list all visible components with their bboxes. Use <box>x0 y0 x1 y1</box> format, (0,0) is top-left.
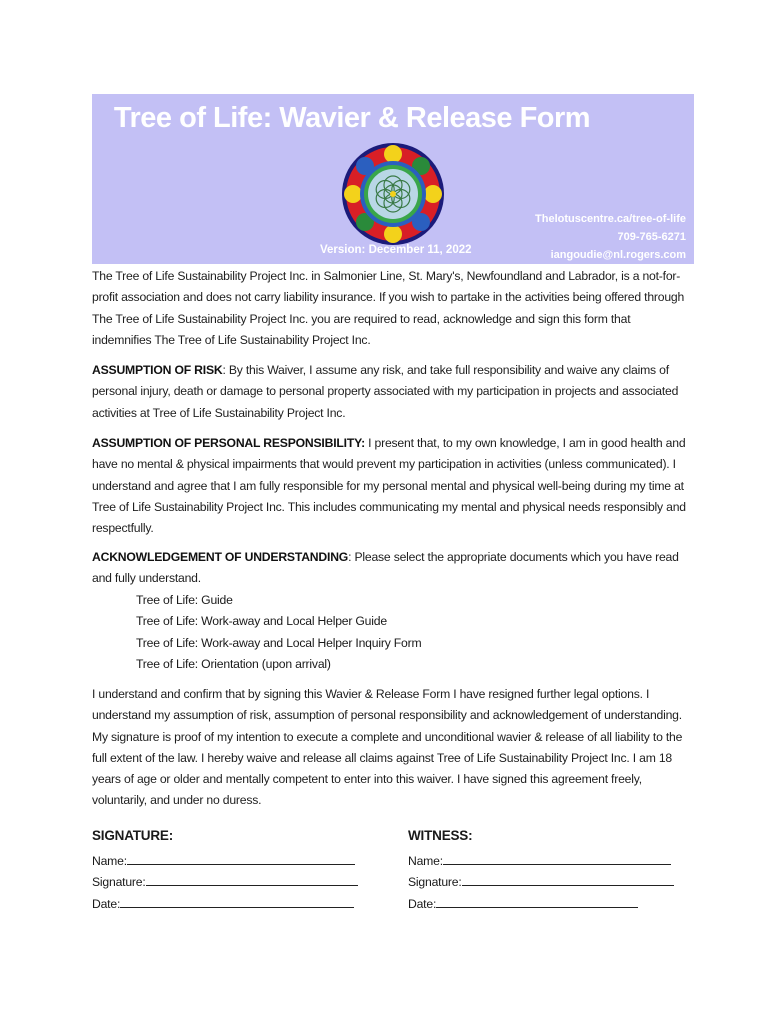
responsibility-heading: ASSUMPTION OF PERSONAL RESPONSIBILITY: <box>92 436 365 450</box>
witness-date-field[interactable] <box>436 895 638 908</box>
contact-info <box>535 210 686 264</box>
header-banner <box>92 94 694 264</box>
email-link[interactable]: iangoudie@nl.rogers.com <box>550 249 686 261</box>
website-link[interactable]: Thelotuscentre.ca/tree-of-life <box>535 213 686 225</box>
acknowledgement-section <box>92 547 692 590</box>
signature-signature-row: Signature: <box>92 872 358 894</box>
responsibility-text: I present that, to my own knowledge, I am in good health and have no mental & physical impairments that would prevent my participation in activities (unless communicated). I understand and agree that I am fully responsible for my personal mental and physical well-being during my time at Tree of Life Sustainability Project Inc. This includes communicating my mental and physical needs responsibly and respectfully. <box>92 436 686 536</box>
phone-number: 709-765-6271 <box>617 231 686 243</box>
risk-section <box>92 360 692 424</box>
witness-heading: WITNESS: <box>408 828 473 843</box>
signature-signature-field[interactable] <box>146 873 358 886</box>
flower-of-life-logo-icon <box>341 142 445 246</box>
intro-paragraph: The Tree of Life Sustainability Project Inc. in Salmonier Line, St. Mary's, Newfoundland and Labrador, is a not-for-profit association and does not carry liability insurance. If you wish to partake in the activities being offered through The Tree of Life Sustainability Project Inc. you are required to read, acknowledge and sign this form that indemnifies The Tree of Life Sustainability Project Inc. <box>92 269 685 347</box>
acknowledgement-heading: ACKNOWLEDGEMENT OF UNDERSTANDING <box>92 550 349 564</box>
signature-date-field[interactable] <box>120 895 354 908</box>
witness-name-field[interactable] <box>443 852 671 865</box>
signature-date-row: Date: <box>92 894 358 916</box>
form-title: Tree of Life: Wavier & Release Form <box>113 102 591 134</box>
witness-date-row: Date: <box>408 894 674 916</box>
document-item-guide[interactable]: Tree of Life: Guide <box>136 593 233 607</box>
signature-name-row: Name: <box>92 851 358 873</box>
signature-name-field[interactable] <box>127 852 355 865</box>
witness-block <box>408 825 674 915</box>
document-item-orientation[interactable]: Tree of Life: Orientation (upon arrival) <box>136 656 331 671</box>
confirmation-paragraph: I understand and confirm that by signing this Wavier & Release Form I have resigned further legal options. I understand my assumption of risk, assumption of personal responsibility and acknowledgement of understanding. My signature is proof of my intention to execute a complete and unconditional wavier & release of all liability to the full extent of the law. I hereby waive and release all claims against Tree of Life Sustainability Project Inc. I am 18 years of age or older and mentally competent to enter into this waiver. I have signed this agreement freely, voluntarily, and under no duress. <box>92 687 683 808</box>
signature-block <box>92 825 358 915</box>
risk-heading: ASSUMPTION OF RISK <box>92 363 223 377</box>
risk-text: : By this Waiver, I assume any risk, and take full responsibility and waive any claims of personal injury, death or damage to personal property associated with my participation in projects and associated activities at Tree of Life Sustainability Project Inc. <box>92 363 679 420</box>
witness-name-row: Name: <box>408 851 674 873</box>
document-item-helper-guide[interactable]: Tree of Life: Work-away and Local Helper Guide <box>136 614 387 629</box>
document-item-inquiry-form[interactable]: Tree of Life: Work-away and Local Helper Inquiry Form <box>136 635 422 650</box>
signature-heading: SIGNATURE: <box>92 828 173 843</box>
acknowledgement-text: : Please select the appropriate documents which you have read and fully understand. <box>92 550 679 586</box>
responsibility-section <box>92 433 692 539</box>
witness-signature-row: Signature: <box>408 872 674 894</box>
witness-signature-field[interactable] <box>462 873 674 886</box>
document-list <box>136 590 421 675</box>
version-date: Version: December 11, 2022 <box>320 244 472 256</box>
